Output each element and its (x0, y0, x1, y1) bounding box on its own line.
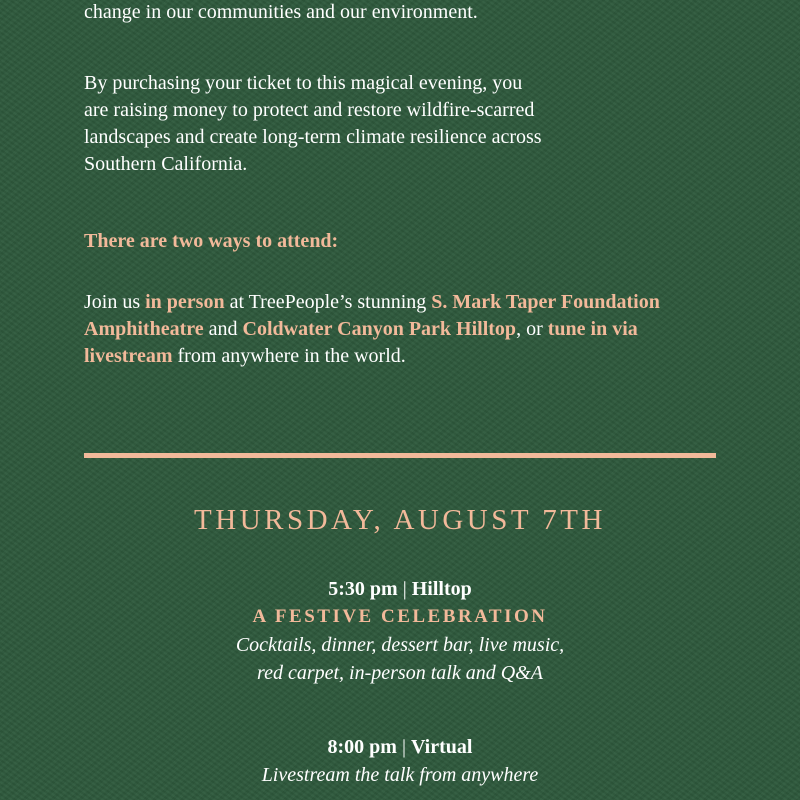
event-location: Hilltop (411, 578, 472, 600)
event-title: A FESTIVE CELEBRATION (252, 606, 548, 627)
venue-hilltop: Coldwater Canyon Park Hilltop (242, 318, 517, 340)
event-separator: | (397, 578, 412, 600)
event-time: 8:00 pm (327, 736, 397, 758)
event-description-line-2: red carpet, in-person talk and Q&A (257, 662, 543, 684)
attend-paragraph (84, 289, 724, 370)
intro-line: change in our communities and our environment. (84, 1, 478, 23)
join-suffix: from anywhere in the world. (172, 345, 406, 367)
section-divider (84, 453, 716, 458)
purchase-line-3: landscapes and create long-term climate resilience across (84, 126, 542, 148)
schedule-item-virtual (0, 733, 800, 789)
event-time: 5:30 pm (328, 578, 398, 600)
intro-text (84, 0, 724, 26)
event-description-line-1: Cocktails, dinner, dessert bar, live music, (235, 634, 565, 656)
event-time-row (0, 575, 800, 603)
purchase-line-1: By purchasing your ticket to this magical evening, you (84, 72, 523, 94)
join-mid-1: at TreePeople’s stunning (224, 291, 432, 313)
event-location: Virtual (410, 736, 473, 758)
purchase-line-2: are raising money to protect and restore wildfire-scarred (84, 99, 535, 121)
join-prefix: Join us (84, 291, 146, 313)
venue-amphitheatre: S. Mark Taper Foundation Amphitheatre (84, 291, 660, 340)
purchase-paragraph (84, 70, 724, 178)
purchase-line-4: Southern California. (84, 153, 248, 175)
join-mid-2: , or (516, 318, 548, 340)
event-time-row (0, 733, 800, 761)
join-and: and (203, 318, 243, 340)
attend-heading: There are two ways to attend: (84, 230, 339, 252)
event-date-heading: THURSDAY, AUGUST 7TH (194, 504, 606, 536)
event-separator: | (396, 736, 411, 758)
in-person-highlight: in person (145, 291, 225, 313)
schedule-item-hilltop (0, 575, 800, 687)
livestream-highlight: tune in via livestream (84, 318, 638, 367)
event-description-line-1: Livestream the talk from anywhere (261, 764, 539, 786)
